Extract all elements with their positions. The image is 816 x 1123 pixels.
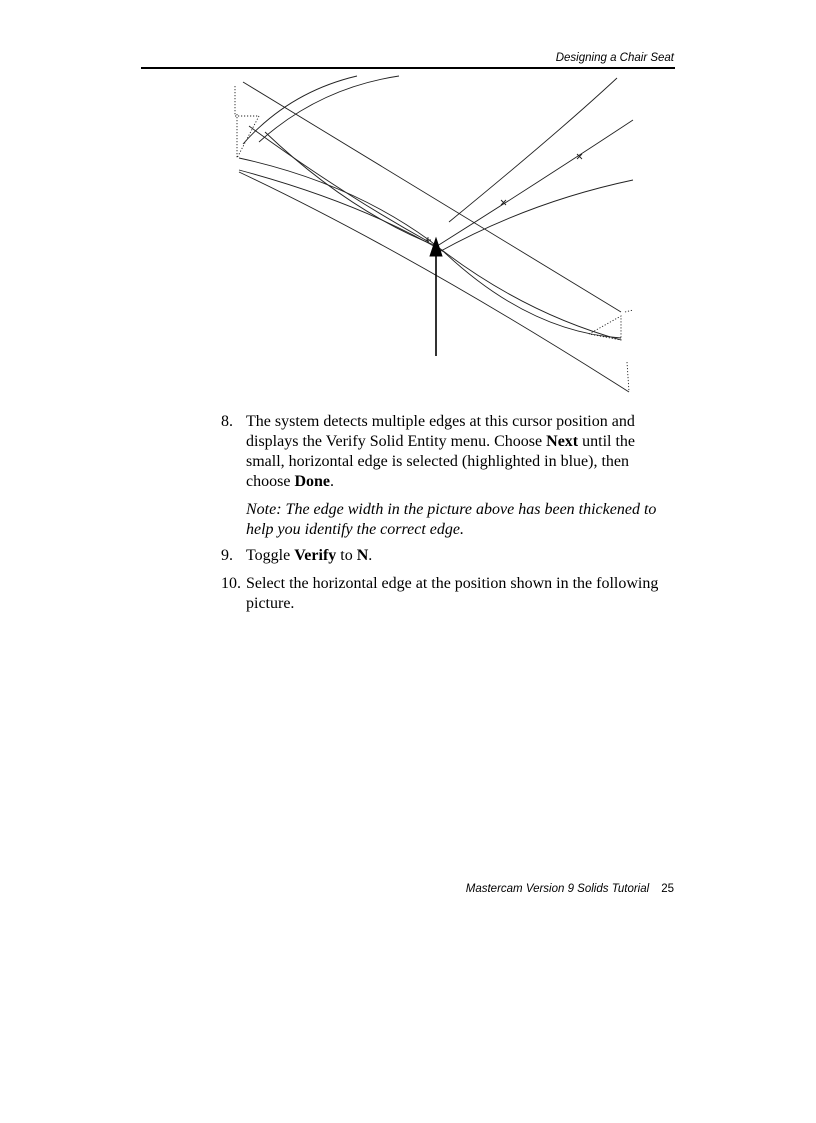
step-text xyxy=(246,546,671,566)
curve-h xyxy=(265,132,439,247)
step-9 xyxy=(221,546,671,566)
footer-title: Mastercam Version 9 Solids Tutorial xyxy=(465,883,650,895)
step-text xyxy=(246,574,671,614)
step-number: 9. xyxy=(221,547,233,564)
step-10 xyxy=(221,574,671,614)
text-run: Select the horizontal edge at the position shown in the following picture. xyxy=(246,575,659,612)
text-bold: Verify xyxy=(294,547,337,564)
curve-i xyxy=(249,126,429,242)
text-run: to xyxy=(336,547,357,564)
curve-b xyxy=(259,76,399,142)
footer xyxy=(466,883,674,895)
curve-f xyxy=(239,158,621,340)
curve-c xyxy=(449,78,617,222)
note: Note: The edge width in the picture above has been thickened to help you identify the correct edge. xyxy=(246,501,657,538)
step-text xyxy=(246,412,671,492)
text-run: The system detects multiple edges at this cursor position and displays the Verify Solid Entity menu. Choose xyxy=(246,413,635,450)
curve-d xyxy=(434,120,633,248)
text-run: . xyxy=(330,473,334,490)
step-8 xyxy=(221,412,671,492)
cursor-arrow-head xyxy=(430,238,442,256)
page-number: 25 xyxy=(661,883,674,895)
curve-g xyxy=(239,170,621,338)
running-header: Designing a Chair Seat xyxy=(555,52,674,64)
text-run: . xyxy=(368,547,373,564)
header-rule xyxy=(141,67,675,69)
step-number: 8. xyxy=(221,413,233,430)
text-bold: Done xyxy=(294,473,330,490)
text-bold: N xyxy=(356,547,369,564)
top-edge xyxy=(243,82,621,312)
wireframe-figure xyxy=(229,72,637,398)
right-end-box xyxy=(589,310,633,392)
text-bold: Next xyxy=(546,433,579,450)
left-end-box xyxy=(235,86,259,158)
step-number: 10. xyxy=(221,575,241,592)
curve-e xyxy=(439,180,633,252)
curve-j xyxy=(239,172,629,392)
text-run: Toggle xyxy=(246,547,295,564)
text-run: until the small, horizontal edge is selected (highlighted in blue), then choose xyxy=(246,433,636,490)
